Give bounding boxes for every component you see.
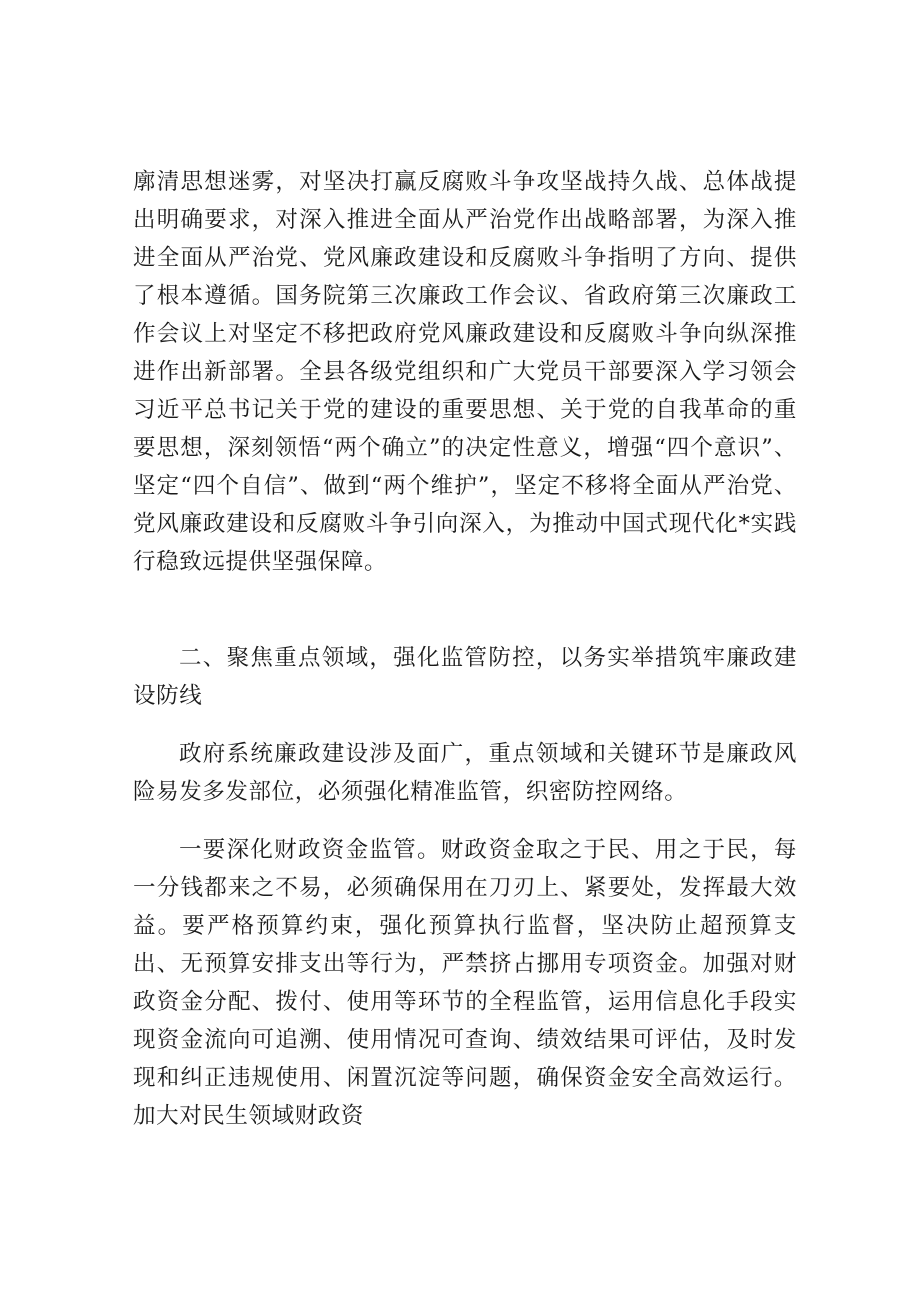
section-intro-block	[133, 735, 797, 811]
paragraph-continuation: 廓清思想迷雾，对坚决打赢反腐败斗争攻坚战持久战、总体战提出明确要求，对深入推进全面从严治党作出战略部署，为深入推进全面从严治党、党风廉政建设和反腐败斗争指明了方向、提供了根本遵循。国务院第三次廉政工作会议、省政府第三次廉政工作会议上对坚定不移把政府党风廉政建设和反腐败斗争向纵深推进作出新部署。全县各级党组织和广大党员干部要深入学习领会习近平总书记关于党的建设的重要思想、关于党的自我革命的重要思想，深刻领悟“两个确立”的决定性意义，增强“四个意识”、坚定“四个自信”、做到“两个维护”，坚定不移将全面从严治党、党风廉政建设和反腐败斗争引向深入，为推动中国式现代化*实践行稳致远提供坚强保障。	[133, 169, 797, 575]
section-heading: 二、聚焦重点领域，强化监管防控，以务实举措筑牢廉政建设防线	[133, 645, 797, 709]
section-intro-paragraph: 政府系统廉政建设涉及面广，重点领域和关键环节是廉政风险易发多发部位，必须强化精准监管，织密防控网络。	[133, 741, 797, 805]
item-one-block	[133, 831, 797, 1135]
body-text-block	[133, 163, 797, 581]
item-one-paragraph: 一要深化财政资金监管。财政资金取之于民、用之于民，每一分钱都来之不易，必须确保用在刀刃上、紧要处，发挥最大效益。要严格预算约束，强化预算执行监督，坚决防止超预算支出、无预算安排支出等行为，严禁挤占挪用专项资金。加强对财政资金分配、拨付、使用等环节的全程监管，运用信息化手段实现资金流向可追溯、使用情况可查询、绩效结果可评估，及时发现和纠正违规使用、闲置沉淀等问题，确保资金安全高效运行。加大对民生领域财政资	[133, 837, 797, 1129]
section-heading-block	[133, 639, 797, 715]
